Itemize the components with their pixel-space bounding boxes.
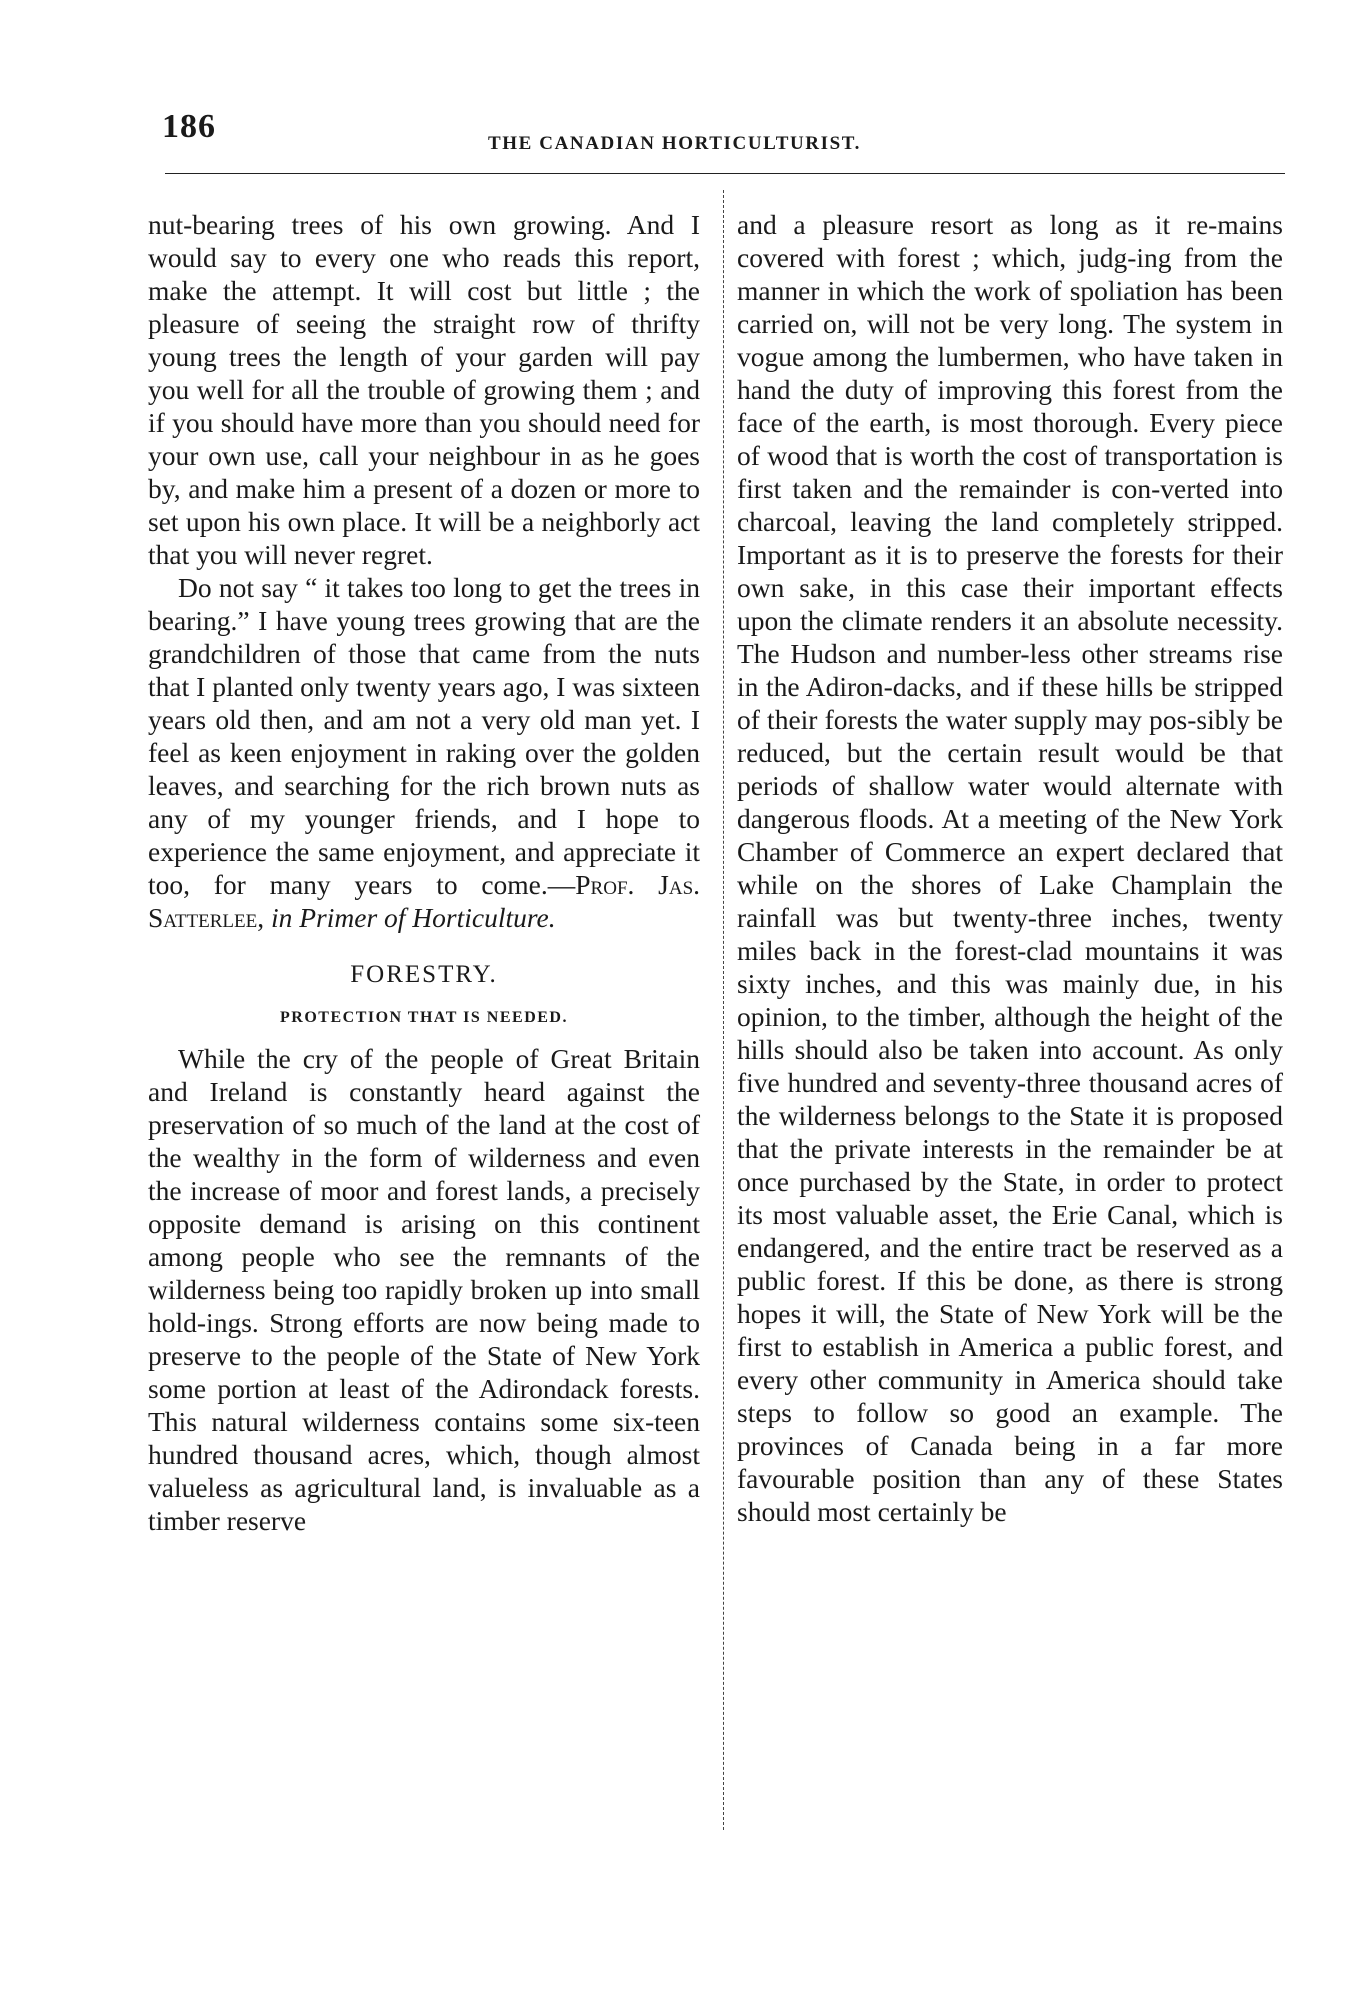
paragraph-do-not-say <box>148 571 700 934</box>
citation-source: in Primer of Horticulture. <box>270 902 556 933</box>
column-divider <box>723 190 724 1830</box>
left-column <box>148 208 700 1537</box>
right-column <box>737 208 1283 1528</box>
section-title: FORESTRY. <box>350 961 498 988</box>
paragraph-pleasure-resort: and a pleasure resort as long as it re-mains covered with forest ; which, judg-ing from the manner in which the work of spoliation has been carried on, will not be very long. The system in vogue among the lumbermen, who have taken in hand the duty of improving this forest from the face of the earth, is most thorough. Every piece of wood that is worth the cost of transportation is first taken and the remainder is con-verted into charcoal, leaving the land completely stripped. Important as it is to preserve the forests for their own sake, in this case their important effects upon the climate renders it an absolute necessity. The Hudson and number-less other streams rise in the Adiron-dacks, and if these hills be stripped of their forests the water supply may pos-sibly be reduced, but the certain result would be that periods of shallow water would alternate with dangerous floods. At a meeting of the New York Chamber of Commerce an expert declared that while on the shores of Lake Champlain the rainfall was but twenty-three inches, twenty miles back in the forest-clad mountains it was sixty inches, and this was mainly due, in his opinion, to the timber, although the height of the hills should also be taken into account. As only five hundred and seventy-three thousand acres of the wilderness belongs to the State it is proposed that the private interests in the remainder be at once purchased by the State, in order to protect its most valuable asset, the Erie Canal, which is endangered, and the entire tract be reserved as a public forest. If this be done, as there is strong hopes it will, the State of New York will be the first to establish in America a public forest, and every other community in America should take steps to follow so good an example. The provinces of Canada being in a far more favourable position than any of these States should most certainly be <box>737 209 1283 1527</box>
header-rule <box>165 173 1285 174</box>
paragraph-nut-trees: nut-bearing trees of his own growing. And I would say to every one who reads this report, make the attempt. It will cost but little ; the pleasure of seeing the straight row of thrifty young trees the length of your garden will pay you well for all the trouble of growing them ; and if you should have more than you should need for your own use, call your neighbour in as he goes by, and make him a present of a dozen or more to set upon his own place. It will be a neighborly act that you will never regret. <box>148 209 700 570</box>
paragraph-do-not-say-text: Do not say “ it takes too long to get the trees in bearing.” I have young trees growing that are the grandchildren of those that came from the nuts that I planted only twenty years ago, I was sixteen years old then, and am not a very old man yet. I feel as keen enjoyment in raking over the golden leaves, and searching for the rich brown nuts as any of my younger friends, and I hope to experience the same enjoyment, and appreciate it too, for many years to come.— <box>148 572 700 900</box>
citation-author: Prof. Jas. Satterlee, <box>148 869 701 933</box>
page-number: 186 <box>162 108 216 145</box>
section-subtitle: PROTECTION THAT IS NEEDED. <box>280 1009 568 1026</box>
running-title: THE CANADIAN HORTICULTURIST. <box>488 133 862 154</box>
paragraph-forestry: While the cry of the people of Great Britain and Ireland is constantly heard against the preservation of so much of the land at the cost of the wealthy in the form of wilderness and even the increase of moor and forest lands, a precisely opposite demand is arising on this continent among people who see the remnants of the wilderness being too rapidly broken up into small hold-ings. Strong efforts are now being made to preserve to the people of the State of New York some portion at least of the Adirondack forests. This natural wilderness contains some six-teen hundred thousand acres, which, though almost valueless as agricultural land, is invaluable as a timber reserve <box>148 1043 700 1536</box>
